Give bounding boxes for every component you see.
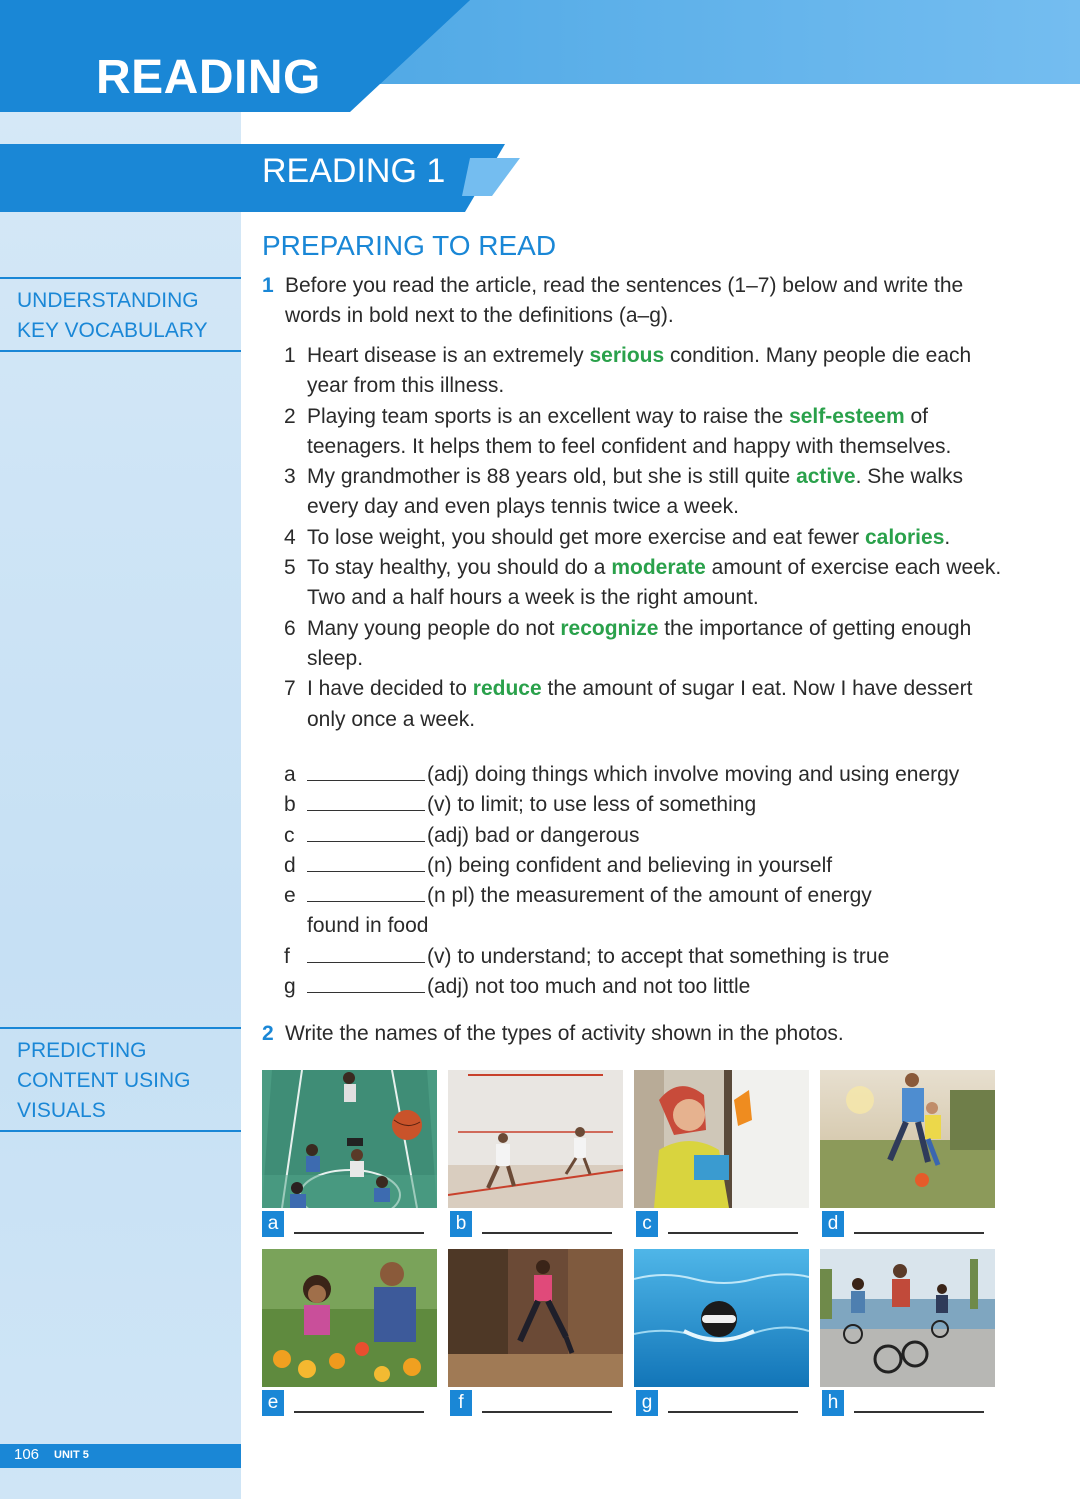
definition-text: (v) to understand; to accept that something is true — [427, 944, 890, 968]
visuals-label-line: CONTENT USING — [17, 1069, 191, 1092]
answer-blank[interactable] — [307, 761, 425, 781]
sentence-text: . She walks every day and even plays tennis twice a week. — [307, 465, 963, 519]
sentence-text: Heart disease is an extremely — [307, 344, 590, 367]
definition-item — [284, 821, 1004, 851]
section-subtitle: READING 1 — [262, 152, 446, 190]
instruction-line: Before you read the article, read the sentences (1–7) below and write the — [285, 274, 964, 297]
sentence-item — [284, 402, 1014, 463]
sentence-text: To lose weight, you should get more exercise and eat fewer — [307, 525, 865, 549]
answer-blank[interactable] — [307, 822, 425, 842]
answer-blank[interactable] — [307, 852, 425, 872]
answer-line[interactable] — [668, 1411, 798, 1413]
keyword: recognize — [560, 616, 659, 640]
definition-text: (v) to limit; to use less of something — [427, 793, 757, 817]
sentence-item — [284, 523, 1014, 553]
definition-letter: d — [284, 853, 296, 877]
definition-item — [284, 881, 924, 942]
sentence-item — [284, 553, 1014, 614]
keyword: self-esteem — [789, 404, 905, 428]
sentence-text: the amount of sugar I eat. Now I have dessert only once a week. — [307, 677, 973, 731]
sentence-text: Playing team sports is an excellent way to raise the — [307, 404, 790, 428]
definition-text: (n) being confident and believing in yourself — [427, 853, 833, 877]
definition-text: (n pl) the measurement of the amount of energy found in food — [307, 884, 872, 938]
answer-line[interactable] — [854, 1411, 984, 1413]
instruction-line: Write the names of the types of activity shown in the photos. — [285, 1022, 844, 1045]
sentence-text: Many young people do not — [307, 616, 561, 640]
sentence-text: . — [944, 525, 951, 549]
keyword: reduce — [472, 677, 542, 701]
definition-item — [284, 972, 1004, 1002]
definition-letter: c — [284, 823, 295, 847]
answer-blank[interactable] — [307, 791, 425, 811]
photo-cycling — [820, 1249, 995, 1387]
photo-label: f — [450, 1390, 472, 1416]
definition-letter: g — [284, 975, 296, 999]
exercise-2-instruction — [262, 1019, 1002, 1049]
sentence-list — [284, 341, 1014, 735]
sentence-number: 3 — [284, 465, 296, 489]
visuals-label-line: PREDICTING — [17, 1039, 147, 1062]
keyword: active — [796, 465, 856, 489]
answer-line[interactable] — [294, 1411, 424, 1413]
definition-item — [284, 942, 1004, 972]
exercise-1-instruction — [262, 271, 1002, 331]
photo-gardening — [262, 1249, 437, 1387]
sentence-number: 2 — [284, 404, 296, 428]
sidebar-watermark — [17, 528, 23, 556]
page-number: 106 — [14, 1446, 40, 1463]
definition-item — [284, 760, 1004, 790]
answer-blank[interactable] — [307, 973, 425, 993]
sentence-number: 6 — [284, 616, 296, 640]
exercise-number: 1 — [262, 274, 274, 297]
vocab-label-line: UNDERSTANDING — [17, 289, 199, 312]
photo-swimming — [634, 1249, 809, 1387]
sentence-item — [284, 674, 1014, 735]
answer-line[interactable] — [854, 1232, 984, 1234]
sentence-text: amount of exercise each week. Two and a half hours a week is the right amount. — [307, 556, 1002, 610]
page-title: READING — [96, 51, 321, 104]
definition-letter: e — [284, 884, 296, 908]
sentence-number: 4 — [284, 525, 296, 549]
sentence-number: 1 — [284, 344, 296, 367]
definition-letter: f — [284, 944, 290, 968]
answer-line[interactable] — [294, 1232, 424, 1234]
photo-label: g — [636, 1390, 658, 1416]
visuals-skill-label — [0, 1027, 241, 1132]
photo-cleaning — [634, 1070, 809, 1208]
sentence-item — [284, 614, 1014, 675]
sentence-text: My grandmother is 88 years old, but she is still quite — [307, 465, 797, 489]
definition-item — [284, 851, 1004, 881]
photo-label: a — [262, 1211, 284, 1237]
photo-running — [448, 1249, 623, 1387]
photo-label: h — [822, 1390, 844, 1416]
vocab-label-line: KEY VOCABULARY — [17, 319, 208, 342]
vocab-skill-label — [0, 277, 241, 352]
instruction-line: words in bold next to the definitions (a–g). — [285, 304, 674, 327]
definition-text: (adj) not too much and not too little — [427, 975, 751, 999]
answer-blank[interactable] — [307, 882, 425, 902]
sentence-number: 7 — [284, 677, 296, 701]
answer-line[interactable] — [668, 1232, 798, 1234]
sentence-item — [284, 462, 1014, 523]
sentence-item — [284, 341, 1014, 402]
answer-line[interactable] — [482, 1411, 612, 1413]
keyword: serious — [589, 344, 665, 367]
sentence-text: To stay healthy, you should do a — [307, 556, 612, 580]
sentence-text: the importance of getting enough sleep. — [307, 616, 972, 670]
section-heading: PREPARING TO READ — [262, 230, 557, 261]
photo-label: e — [262, 1390, 284, 1416]
definition-item — [284, 790, 1004, 820]
sentence-text: of teenagers. It helps them to feel confident and happy with themselves. — [307, 404, 952, 458]
definition-letter: b — [284, 793, 296, 817]
keyword: calories — [864, 525, 945, 549]
exercise-number: 2 — [262, 1022, 274, 1045]
answer-blank[interactable] — [307, 943, 425, 963]
photo-label: d — [822, 1211, 844, 1237]
photo-label: b — [450, 1211, 472, 1237]
definition-list — [284, 760, 1004, 1002]
definition-letter: a — [284, 763, 296, 786]
sentence-number: 5 — [284, 556, 296, 580]
sentence-text: I have decided to — [307, 677, 473, 701]
unit-label: UNIT 5 — [54, 1449, 89, 1461]
photo-squash — [448, 1070, 623, 1208]
photo-soccer — [820, 1070, 995, 1208]
sentence-text: condition. Many people die each year from this illness. — [307, 344, 972, 398]
visuals-label-line: VISUALS — [17, 1099, 106, 1122]
keyword: moderate — [611, 556, 706, 580]
photo-basketball — [262, 1070, 437, 1208]
answer-line[interactable] — [482, 1232, 612, 1234]
definition-text: (adj) bad or dangerous — [427, 823, 640, 847]
photo-label: c — [636, 1211, 658, 1237]
definition-text: (adj) doing things which involve moving and using energy — [427, 763, 960, 786]
